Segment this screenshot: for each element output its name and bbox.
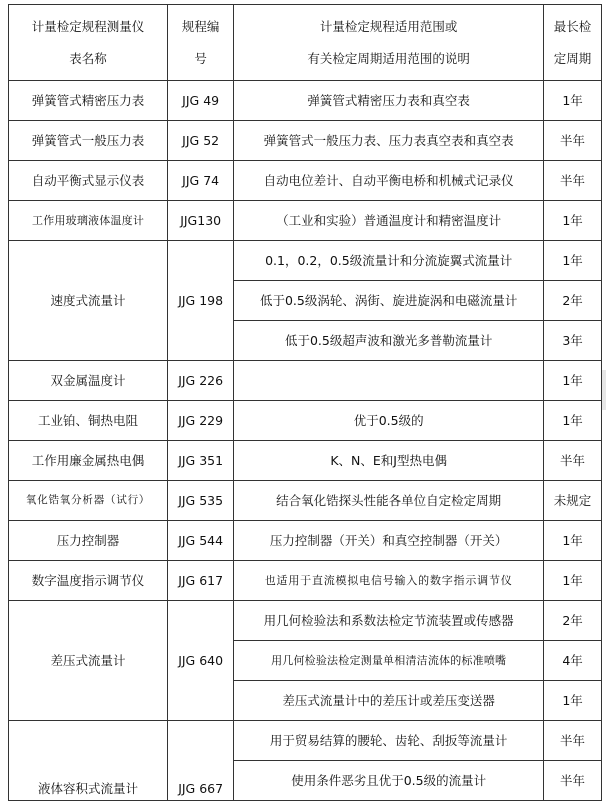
regulation-code: JJG 351 bbox=[168, 441, 234, 481]
regulation-code: JJG130 bbox=[168, 201, 234, 241]
table-row bbox=[9, 561, 602, 601]
header-row bbox=[9, 5, 602, 81]
calibration-period: 半年 bbox=[544, 161, 602, 201]
regulation-code: JJG 229 bbox=[168, 401, 234, 441]
header-scope: 计量检定规程适用范围或 有关检定周期适用范围的说明 bbox=[234, 5, 544, 81]
instrument-name: 自动平衡式显示仪表 bbox=[9, 161, 168, 201]
header-instrument-name: 计量检定规程测量仪 表名称 bbox=[9, 5, 168, 81]
scope-description: 用几何检验法和系数法检定节流装置或传感器 bbox=[234, 601, 544, 641]
calibration-period: 1年 bbox=[544, 401, 602, 441]
page-edge-shadow bbox=[602, 370, 606, 410]
scope-description: 0.1，0.2，0.5级流量计和分流旋翼式流量计 bbox=[234, 241, 544, 281]
calibration-period: 半年 bbox=[544, 761, 602, 801]
scope-description: 低于0.5级涡轮、涡街、旋进旋涡和电磁流量计 bbox=[234, 281, 544, 321]
calibration-period: 1年 bbox=[544, 81, 602, 121]
instrument-name: 压力控制器 bbox=[9, 521, 168, 561]
instrument-name: 双金属温度计 bbox=[9, 361, 168, 401]
scope-description: （工业和实验）普通温度计和精密温度计 bbox=[234, 201, 544, 241]
scope-description bbox=[234, 361, 544, 401]
scope-description: 低于0.5级超声波和激光多普勒流量计 bbox=[234, 321, 544, 361]
calibration-period: 1年 bbox=[544, 681, 602, 721]
instrument-name: 弹簧管式一般压力表 bbox=[9, 121, 168, 161]
scope-description: 结合氧化锆探头性能各单位自定检定周期 bbox=[234, 481, 544, 521]
regulation-code: JJG 544 bbox=[168, 521, 234, 561]
scope-description: 压力控制器（开关）和真空控制器（开关） bbox=[234, 521, 544, 561]
regulation-code: JJG 52 bbox=[168, 121, 234, 161]
scope-description: K、N、E和J型热电偶 bbox=[234, 441, 544, 481]
calibration-period: 4年 bbox=[544, 641, 602, 681]
calibration-period: 2年 bbox=[544, 281, 602, 321]
scope-description: 弹簧管式一般压力表、压力表真空表和真空表 bbox=[234, 121, 544, 161]
instrument-name: 速度式流量计 bbox=[9, 241, 168, 361]
instrument-name: 差压式流量计 bbox=[9, 601, 168, 721]
table-row bbox=[9, 241, 602, 281]
regulation-code: JJG 535 bbox=[168, 481, 234, 521]
calibration-period: 1年 bbox=[544, 521, 602, 561]
table-row bbox=[9, 81, 602, 121]
regulation-code: JJG 667 bbox=[168, 721, 234, 801]
calibration-period: 1年 bbox=[544, 241, 602, 281]
instrument-name: 工作用廉金属热电偶 bbox=[9, 441, 168, 481]
table-row bbox=[9, 121, 602, 161]
regulation-code: JJG 617 bbox=[168, 561, 234, 601]
calibration-period: 1年 bbox=[544, 361, 602, 401]
calibration-period: 1年 bbox=[544, 561, 602, 601]
table-row bbox=[9, 161, 602, 201]
header-period: 最长检 定周期 bbox=[544, 5, 602, 81]
calibration-period: 未规定 bbox=[544, 481, 602, 521]
scope-description: 用于贸易结算的腰轮、齿轮、刮扳等流量计 bbox=[234, 721, 544, 761]
calibration-period: 半年 bbox=[544, 441, 602, 481]
scope-description: 自动电位差计、自动平衡电桥和机械式记录仪 bbox=[234, 161, 544, 201]
calibration-period: 半年 bbox=[544, 721, 602, 761]
table-row bbox=[9, 521, 602, 561]
scope-description: 差压式流量计中的差压计或差压变送器 bbox=[234, 681, 544, 721]
instrument-name: 数字温度指示调节仪 bbox=[9, 561, 168, 601]
scope-description: 弹簧管式精密压力表和真空表 bbox=[234, 81, 544, 121]
table-row bbox=[9, 201, 602, 241]
instrument-name: 液体容积式流量计 bbox=[9, 721, 168, 801]
instrument-name: 氧化锆氧分析器（试行） bbox=[9, 481, 168, 521]
calibration-period: 半年 bbox=[544, 121, 602, 161]
calibration-period: 2年 bbox=[544, 601, 602, 641]
calibration-period: 1年 bbox=[544, 201, 602, 241]
table-row bbox=[9, 481, 602, 521]
table-row bbox=[9, 601, 602, 641]
instrument-name: 弹簧管式精密压力表 bbox=[9, 81, 168, 121]
instrument-name: 工作用玻璃液体温度计 bbox=[9, 201, 168, 241]
scope-description: 也适用于直流模拟电信号输入的数字指示调节仪 bbox=[234, 561, 544, 601]
table-row bbox=[9, 361, 602, 401]
scope-description: 使用条件恶劣且优于0.5级的流量计 bbox=[234, 761, 544, 801]
regulation-code: JJG 74 bbox=[168, 161, 234, 201]
table-row bbox=[9, 441, 602, 481]
instrument-name: 工业铂、铜热电阻 bbox=[9, 401, 168, 441]
scope-description: 优于0.5级的 bbox=[234, 401, 544, 441]
regulation-code: JJG 198 bbox=[168, 241, 234, 361]
regulation-code: JJG 226 bbox=[168, 361, 234, 401]
regulation-code: JJG 49 bbox=[168, 81, 234, 121]
regulation-code: JJG 640 bbox=[168, 601, 234, 721]
table-row bbox=[9, 401, 602, 441]
scope-description: 用几何检验法检定测量单相清洁流体的标准喷嘴 bbox=[234, 641, 544, 681]
calibration-regulation-table bbox=[8, 4, 602, 801]
header-regulation-code: 规程编 号 bbox=[168, 5, 234, 81]
table-row bbox=[9, 721, 602, 761]
calibration-period: 3年 bbox=[544, 321, 602, 361]
